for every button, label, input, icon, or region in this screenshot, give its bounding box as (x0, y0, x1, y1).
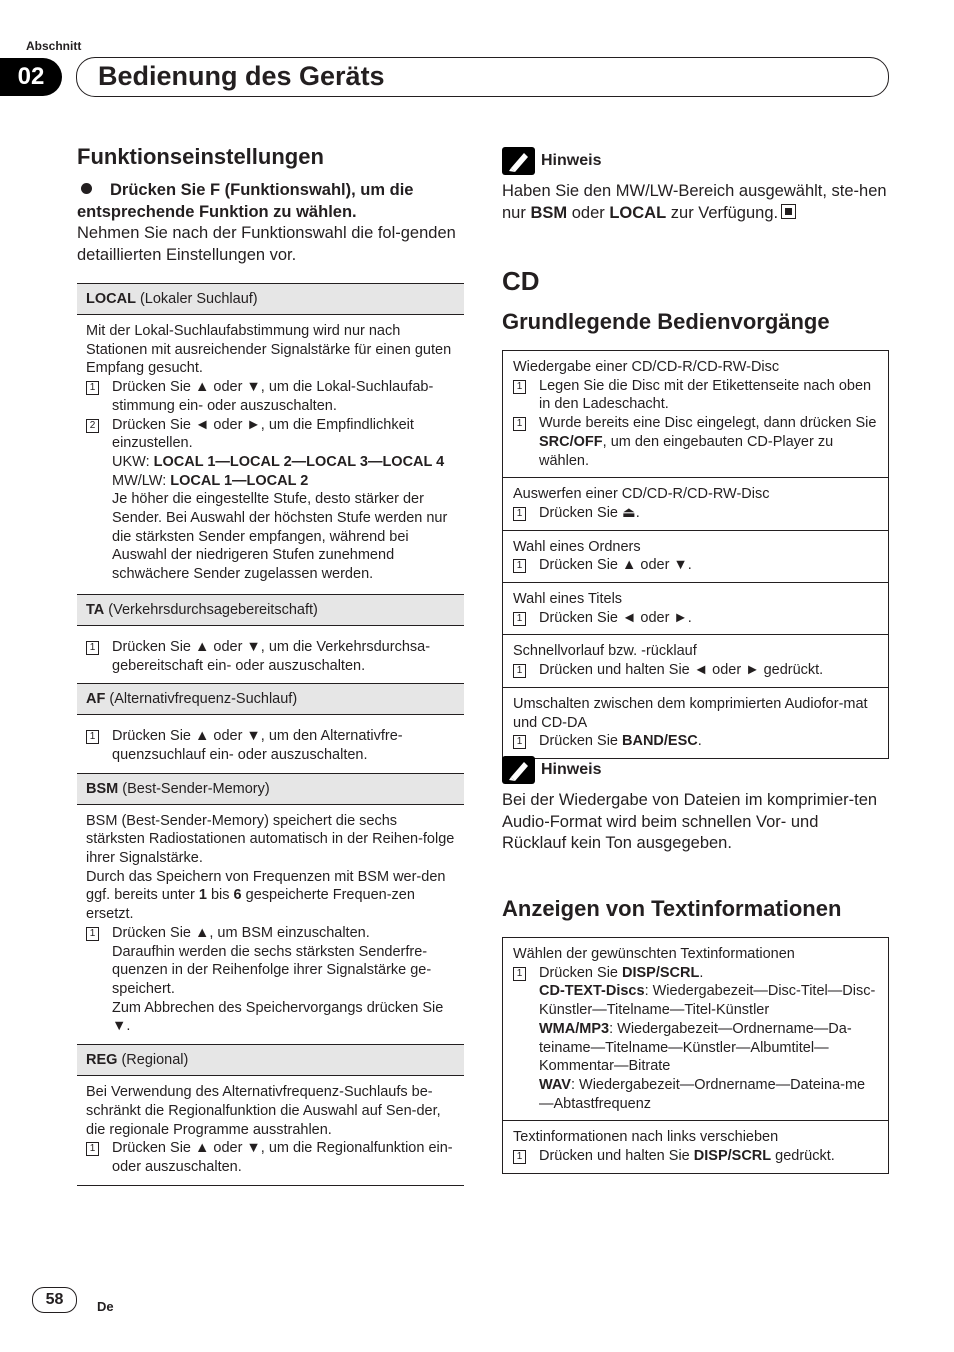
af-header (77, 683, 464, 715)
intro-text: Nehmen Sie nach der Funktionswahl die fol-genden detaillierten Einstellungen vor. (77, 224, 456, 264)
basic-row-5 (503, 634, 888, 686)
bsm-step-1 (86, 924, 455, 1036)
ta-body (77, 626, 464, 683)
heading-grundlegende-bedienvorgaenge: Grundlegende Bedienvorgänge (502, 309, 830, 334)
local-text: Mit der Lokal-Suchlaufabstimmung wird nur nach Stationen mit ausreichender Signalstärke für einen guten Empfang gesucht. (86, 323, 452, 377)
cdtext-values: : Wiedergabezeit—Disc-Titel—Disc-Künstler—Titelname—Titel-Künstler (539, 983, 876, 1019)
step-text: Drücken Sie ▲ oder ▼. (539, 557, 692, 574)
heading-funktionseinstellungen: Funktionseinstellungen (77, 144, 324, 169)
mwlw-label: MW/LW: (112, 472, 167, 489)
af-header-bold: AF (86, 691, 106, 708)
step-number: 1 (513, 507, 526, 521)
end-mark-icon (781, 204, 796, 219)
af-body (77, 715, 464, 772)
bsm-header-bold: BSM (86, 780, 119, 797)
section-number: 02 (0, 58, 62, 96)
note-1-text-c: zur Verfügung. (670, 203, 779, 222)
step-text: Drücken und halten Sie ◄ oder ► gedrückt. (539, 662, 824, 679)
step-number: 1 (86, 641, 99, 655)
step-text-c: gedrückt. (775, 1148, 835, 1165)
bsm-text-2c: bis (210, 887, 230, 904)
basic-row-3 (503, 530, 888, 582)
section-label: Abschnitt (26, 39, 82, 53)
basic-row-4 (503, 582, 888, 634)
step-text-a: Drücken Sie (539, 964, 618, 981)
step-text-b: SRC/OFF (539, 433, 603, 450)
step-text: Drücken Sie ◄ oder ►, um die Empfindlichkeit einzustellen. (112, 416, 414, 452)
note-1-text-a: Haben Sie den MW/LW-Bereich ausgewählt, ste-hen nur (502, 182, 887, 222)
bsm-text-2e: gespeicherte Frequen-zen ersetzt. (86, 887, 415, 923)
note-2-label: Hinweis (541, 761, 602, 778)
step-number: 1 (513, 380, 526, 394)
local-header-rest: (Lokaler Suchlauf) (139, 291, 258, 307)
step-more-1: Daraufhin werden die sechs stärksten Senderfre-quenzen in der Reihenfolge ihrer Signalstärke ge-speichert. (112, 943, 432, 997)
basic-row-2-step-1 (513, 504, 878, 523)
step-text-b: DISP/SCRL (693, 1148, 772, 1165)
row-title: Auswerfen einer CD/CD-R/CD-RW-Disc (513, 486, 770, 503)
note-1-label: Hinweis (541, 152, 602, 169)
note-1-header (502, 147, 887, 175)
step-text: Drücken Sie ▲ oder ▼, um den Alternativfre-quenzsuchlauf ein- oder auszuschalten. (112, 728, 403, 763)
step-number: 1 (86, 927, 99, 941)
reg-header-bold: REG (86, 1052, 118, 1069)
reg-text: Bei Verwendung des Alternativfrequenz-Suchlaufs be-schränkt die Regionalfunktion die Auswahl auf Sen-der, die regionale Programme ausstrahlen. (86, 1084, 441, 1138)
language-code: De (97, 1299, 114, 1314)
step-text-b: BAND/ESC (622, 733, 698, 750)
step-number: 1 (86, 381, 99, 395)
step-text-b: DISP/SCRL (622, 964, 700, 981)
reg-body (77, 1076, 464, 1185)
reg-header-rest: (Regional) (121, 1052, 189, 1069)
bsm-text-2b: 1 (198, 887, 207, 904)
step-text-c: , um den eingebauten CD-Player zu wählen. (539, 433, 834, 469)
step-number: 1 (513, 612, 526, 626)
basic-row-4-step-1 (513, 609, 878, 628)
step-number: 1 (513, 417, 526, 431)
basic-row-5-step-1 (513, 661, 878, 680)
note-1-bsm: BSM (530, 203, 568, 222)
ukw-values: LOCAL 1—LOCAL 2—LOCAL 3—LOCAL 4 (153, 453, 445, 470)
local-body (77, 315, 464, 592)
ta-step-1 (86, 638, 455, 675)
step-text-a: Wurde bereits eine Disc eingelegt, dann drücken Sie (539, 415, 877, 432)
cdtext-label: CD-TEXT-Discs (539, 983, 645, 1000)
bsm-header (77, 773, 464, 805)
reg-header (77, 1044, 464, 1076)
textinfo-row-1 (503, 938, 888, 1120)
step-text: Drücken Sie ▲ oder ▼, um die Verkehrsdurchsa-gebereitschaft ein- oder auszuschalten. (112, 638, 431, 674)
local-step-2 (86, 416, 455, 584)
step-text-a: Drücken und halten Sie (539, 1148, 690, 1165)
note-2-header (502, 756, 887, 784)
ta-header-bold: TA (86, 601, 105, 618)
step-number: 1 (86, 730, 99, 744)
mwlw-values: LOCAL 1—LOCAL 2 (170, 472, 309, 489)
left-intro (77, 143, 467, 266)
row-title: Textinformationen nach links verschieben (513, 1129, 779, 1146)
ta-header (77, 594, 464, 626)
wav-label: WAV (539, 1076, 571, 1093)
text-info-table (502, 937, 889, 1174)
note-1-text-b: oder (571, 203, 605, 222)
textinfo-row-2-step-1 (513, 1147, 878, 1166)
basic-row-6-step-1 (513, 732, 878, 751)
step-number: 1 (513, 967, 526, 981)
step-text: Drücken Sie ◄ oder ►. (539, 609, 692, 626)
function-settings-table (77, 283, 464, 1186)
af-header-rest: (Alternativfrequenz-Suchlauf) (109, 691, 298, 708)
step-text: Drücken Sie ▲ oder ▼, um die Lokal-Suchlaufab-stimmung ein- oder auszuschalten. (112, 379, 434, 414)
cd-title: CD (502, 266, 540, 296)
row-title: Wahl eines Titels (513, 591, 623, 608)
basic-row-6 (503, 687, 888, 758)
bullet-text: Drücken Sie F (Funktionswahl), um die entsprechende Funktion zu wählen. (77, 181, 414, 221)
step-text: Drücken Sie ▲ oder ▼, um die Regionalfunktion ein- oder auszuschalten. (112, 1140, 453, 1175)
step-more-2: Zum Abbrechen des Speichervorgangs drücken Sie ▼. (112, 999, 444, 1035)
step-number: 2 (86, 419, 99, 433)
row-title: Umschalten zwischen dem komprimierten Audiofor-mat und CD-DA (513, 695, 868, 731)
heading-anzeigen-textinformationen: Anzeigen von Textinformationen (502, 896, 842, 921)
step-number: 1 (513, 559, 526, 573)
wma-label: WMA/MP3 (539, 1020, 610, 1037)
step-text-a: Drücken Sie (539, 733, 618, 750)
row-title: Wiedergabe einer CD/CD-R/CD-RW-Disc (513, 359, 780, 375)
table-end-line (77, 1185, 464, 1186)
bullet-icon (81, 183, 92, 194)
af-step-1 (86, 727, 455, 764)
local-header (77, 283, 464, 315)
step-number: 1 (513, 735, 526, 749)
bullet-instruction (77, 180, 467, 223)
basic-row-1 (503, 351, 888, 477)
note-1-local: LOCAL (609, 203, 667, 222)
wav-values: : Wiedergabezeit—Ordnername—Dateina-me—Abtastfrequenz (539, 1076, 866, 1112)
row-title: Wahl eines Ordners (513, 538, 641, 555)
step-text: Drücken Sie ▲, um BSM einzuschalten. (112, 924, 370, 941)
step-number: 1 (86, 1142, 99, 1156)
note-pencil-icon (502, 756, 535, 784)
note-2 (502, 756, 887, 855)
bsm-text-1: BSM (Best-Sender-Memory) speichert die sechs stärksten Radiostationen automatisch in der Reihen-folge ihrer Signalstärke. (86, 812, 455, 867)
step-text-c: . (697, 733, 702, 750)
step-number: 1 (513, 664, 526, 678)
step-text: Legen Sie die Disc mit der Etikettenseite nach oben in den Ladeschacht. (539, 377, 872, 413)
basic-row-1-step-1 (513, 377, 878, 414)
local-step-1 (86, 378, 455, 415)
basic-operations-table (502, 350, 889, 759)
textinfo-row-1-step-1 (513, 964, 878, 1114)
bsm-text-2d: 6 (233, 887, 242, 904)
step-more: Je höher die eingestellte Stufe, desto stärker der Sender. Bei Auswahl der höchsten Stufe werden nur die stärksten Sender empfangen, während bei Auswahl der niedrigeren Stufen zunehmend schwächere Sender zugelassen werden. (112, 491, 448, 583)
note-1 (502, 147, 887, 224)
page-number: 58 (32, 1287, 77, 1313)
ukw-label: UKW: (112, 453, 150, 470)
bsm-text-2a: Durch das Speichern von Frequenzen mit BSM wer-den ggf. bereits unter (86, 868, 446, 904)
row-title: Schnellvorlauf bzw. -rücklauf (513, 643, 697, 660)
bsm-header-rest: (Best-Sender-Memory) (122, 780, 270, 797)
basic-row-2 (503, 477, 888, 529)
row-title: Wählen der gewünschten Textinformationen (513, 946, 795, 962)
reg-step-1 (86, 1139, 455, 1176)
bsm-text-2 (86, 868, 455, 924)
step-number: 1 (513, 1150, 526, 1164)
ta-header-rest: (Verkehrsdurchsagebereitschaft) (108, 601, 318, 618)
basic-row-3-step-1 (513, 556, 878, 575)
textinfo-row-2 (503, 1120, 888, 1172)
bsm-body (77, 805, 464, 1044)
basic-row-1-step-2 (513, 414, 878, 470)
step-text: Drücken Sie ⏏. (539, 504, 640, 521)
step-text-c: . (699, 964, 704, 981)
note-2-text: Bei der Wiedergabe von Dateien im komprimier-ten Audio-Format wird beim schnellen Vor- und Rücklauf kein Ton ausgegeben. (502, 791, 878, 852)
note-1-text (502, 181, 887, 224)
wma-values: : Wiedergabezeit—Ordnername—Da-teiname—Titelname—Künstler—Albumtitel—Kommentar—Bitrate (539, 1020, 852, 1075)
section-title: Bedienung des Geräts (98, 61, 385, 91)
local-header-bold: LOCAL (86, 291, 136, 307)
note-pencil-icon (502, 147, 535, 175)
